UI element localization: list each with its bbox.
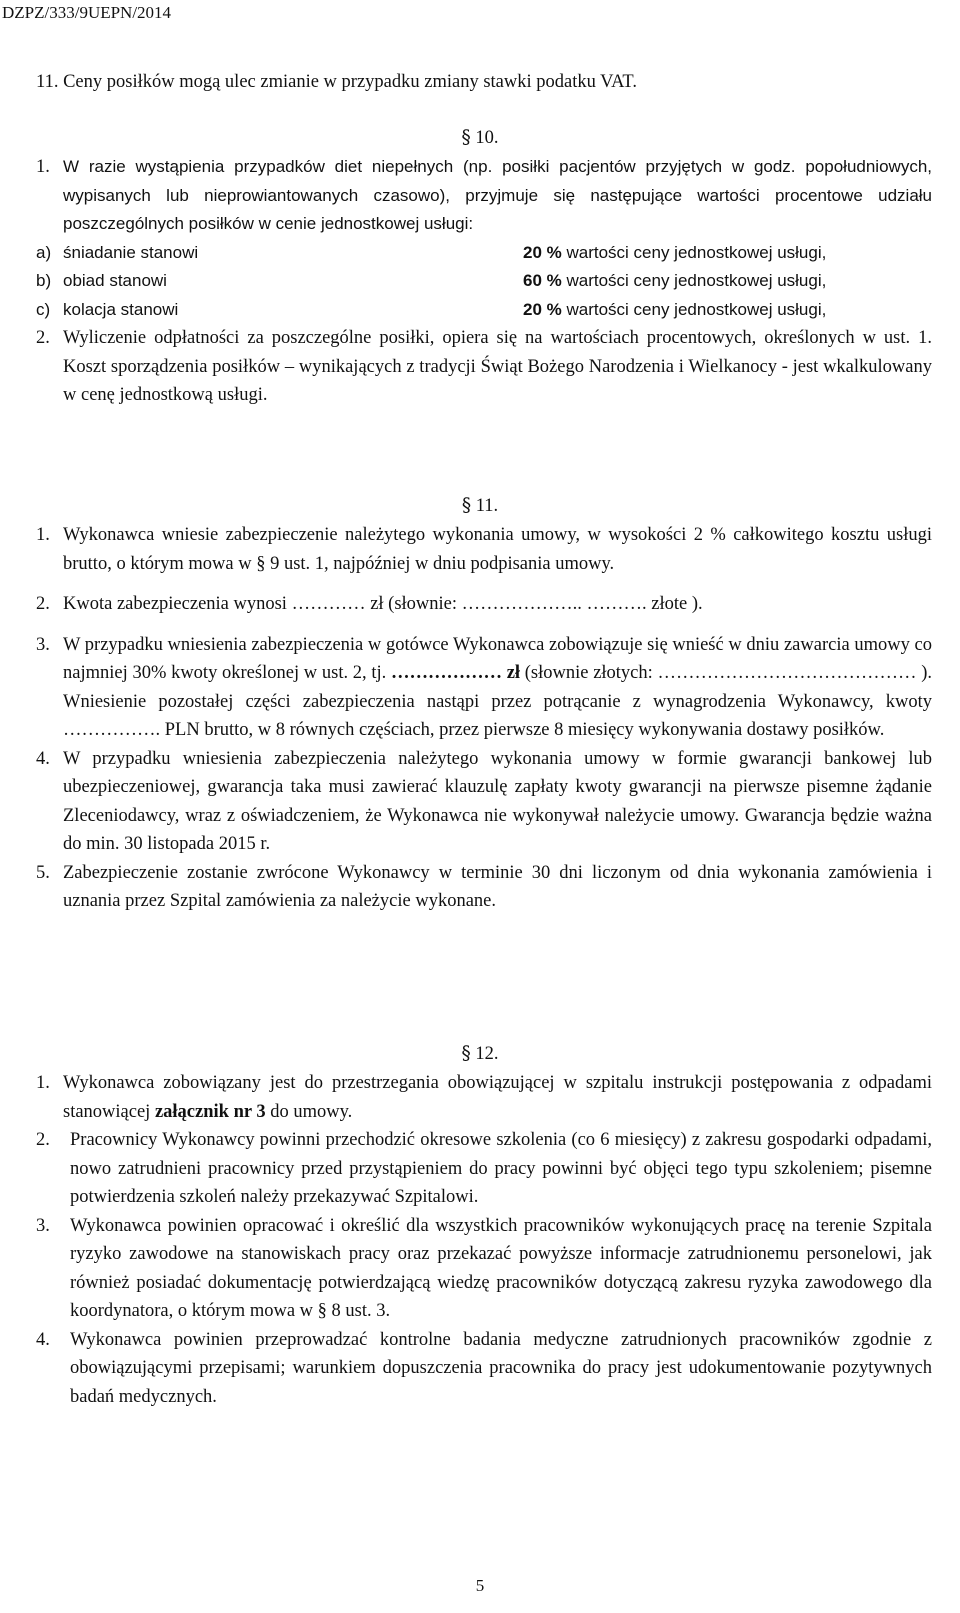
- list-item: [36, 745, 932, 859]
- meal-percent: 20 %: [523, 299, 562, 319]
- section-number: 10.: [475, 128, 499, 148]
- section-symbol: §: [461, 1043, 471, 1064]
- meal-name: kolacja stanowi: [63, 299, 179, 319]
- list-item: [36, 1069, 932, 1126]
- meal-percent: 60 %: [523, 271, 562, 290]
- item-number: 1.: [36, 1073, 50, 1093]
- section-10-body: [36, 153, 932, 410]
- meal-letter: a): [36, 242, 52, 262]
- meal-name: obiad stanowi: [63, 271, 167, 290]
- meal-letter: b): [36, 271, 52, 290]
- amount-placeholder: ……………… zł: [391, 663, 521, 683]
- section-12-body: [36, 1069, 932, 1411]
- list-item: [36, 1212, 932, 1326]
- meal-desc: wartości ceny jednostkowej usługi,: [566, 271, 827, 290]
- meal-desc: wartości ceny jednostkowej usługi,: [566, 299, 827, 319]
- item-text: W przypadku wniesienia zabezpieczenia w gotówce Wykonawca zobowiązuje się wnieść w dniu zawarcia umowy co najmniej 30% kwoty określonej w ust. 2, tj.: [63, 634, 932, 683]
- meal-percent: 20 %: [523, 242, 562, 262]
- page-number: 5: [475, 1576, 485, 1595]
- item-text: Kwota zabezpieczenia wynosi ………… zł (słownie: ……………….. ………. złote ).: [63, 594, 703, 614]
- section-number: 11.: [475, 496, 499, 516]
- meal-row-lunch: [36, 267, 932, 296]
- section-symbol: §: [461, 495, 472, 516]
- list-item: [36, 631, 932, 745]
- section-number: 12.: [475, 1044, 499, 1064]
- item-text: W przypadku wniesienia zabezpieczenia należytego wykonania umowy w formie gwarancji bankowej lub ubezpieczeniowej, gwarancja taka musi zawierać klauzulę zapłaty kwoty gwarancji na pierwsze pisemne żądanie Zleceniodawcy, wraz z oświadczeniem, że Wykonawca nie wykonywał należycie umowy. Gwarancja będzie ważna do min. 30 listopada 2015 r.: [63, 748, 932, 854]
- item-number: 3.: [36, 1215, 50, 1236]
- list-item: [36, 324, 932, 410]
- item-text: Zabezpieczenie zostanie zwrócone Wykonawcy w terminie 30 dni liczonym od dnia wykonania zamówienia i uznania przez Szpital zamówienia za należycie wykonane.: [63, 862, 932, 911]
- item-number: 1.: [36, 525, 50, 545]
- item-number: 2.: [36, 1130, 50, 1150]
- attachment-ref: załącznik nr 3: [154, 1101, 266, 1122]
- item-text: Wykonawca wniesie zabezpieczenie należytego wykonania umowy, w wysokości 2 % całkowitego kosztu usługi brutto, o którym mowa w § 9 ust. 1, najpóźniej w dniu podpisania umowy.: [63, 525, 932, 574]
- section-10-heading: [0, 124, 960, 153]
- item-text: Pracownicy Wykonawcy powinni przechodzić okresowe szkolenia (co 6 miesięcy) z zakresu gospodarki odpadami, nowo zatrudnieni pracownicy przed przystąpieniem do pracy powinni być objęci tego typu szkoleniem; pisemne potwierdzenia szkoleń należy przekazywać Szpitalowi.: [70, 1130, 932, 1207]
- item-number: 4.: [36, 748, 50, 769]
- item-text: Wyliczenie odpłatności za poszczególne posiłki, opiera się na wartościach procentowych, określonych w ust. 1. Koszt sporządzenia posiłków – wynikających z tradycji Świąt Bożego Narodzenia i Wielkanocy - jest wkalkulowany w cenę jednostkową usługi.: [63, 328, 932, 405]
- section-symbol: §: [461, 127, 471, 148]
- item-number: 2.: [36, 328, 50, 348]
- item-text: Wykonawca powinien opracować i określić dla wszystkich pracowników wykonujących pracę na terenie Szpitala ryzyko zawodowe na stanowiskach pracy oraz przekazać powyższe informacje zatrudnionemu personelowi, jak również posiadać dokumentację potwierdzającą wiedzę pracowników dotyczącą zakresu ryzyka zawodowego dla koordynatora, o którym mowa w § 8 ust. 3.: [70, 1215, 932, 1321]
- meal-desc: wartości ceny jednostkowej usługi,: [566, 242, 827, 262]
- meal-letter: c): [36, 299, 51, 319]
- list-item: [36, 1126, 932, 1212]
- list-item: [36, 859, 932, 916]
- item-number: 2.: [36, 594, 50, 614]
- section-12-heading: [0, 1040, 960, 1069]
- document-id: DZPZ/333/9UEPN/2014: [2, 3, 172, 22]
- list-item: [36, 521, 932, 578]
- item-text-cont: (słownie złotych: …………………………………… ). Wniesienie pozostałej części zabezpieczenia nastąpi przez potrącanie z wynagrodzenia Wykonawcy, kwoty ……………. PLN brutto, w 8 równych częściach, przez pierwsze 8 miesięcy wykonywania dostawy posiłków.: [63, 663, 932, 740]
- meal-row-supper: [36, 296, 932, 325]
- section-11-heading: [0, 492, 960, 521]
- item-text: W razie wystąpienia przypadków diet niepełnych (np. posiłki pacjentów przyjętych w godz. popołudniowych, wypisanych lub nieprowiantowanych czasowo), przyjmuje się następujące wartości procentowe udziału poszczególnych posiłków w cenie jednostkowej usługi:: [63, 157, 932, 233]
- item-text-cont: do umowy.: [265, 1101, 353, 1122]
- item-text: Wykonawca zobowiązany jest do przestrzegania obowiązującej w szpitalu instrukcji postępowania z odpadami stanowiącej: [63, 1073, 932, 1122]
- list-item: [36, 1326, 932, 1412]
- section-11-body: [36, 521, 932, 916]
- meal-name: śniadanie stanowi: [63, 242, 199, 262]
- item-number: 3.: [36, 634, 50, 655]
- item-text: Wykonawca powinien przeprowadzać kontrolne badania medyczne zatrudnionych pracowników zgodnie z obowiązującymi przepisami; warunkiem dopuszczenia pracownika do pracy jest udokumentowanie pozytywnych badań medycznych.: [70, 1329, 932, 1407]
- meal-row-breakfast: [36, 239, 932, 268]
- vat-text: 11. Ceny posiłków mogą ulec zmianie w przypadku zmiany stawki podatku VAT.: [36, 72, 637, 92]
- paragraph-vat: [36, 68, 932, 97]
- item-number: 1.: [36, 157, 50, 177]
- item-number: 5.: [36, 862, 50, 883]
- list-item: [36, 590, 932, 619]
- list-item: [36, 153, 932, 239]
- item-number: 4.: [36, 1329, 50, 1350]
